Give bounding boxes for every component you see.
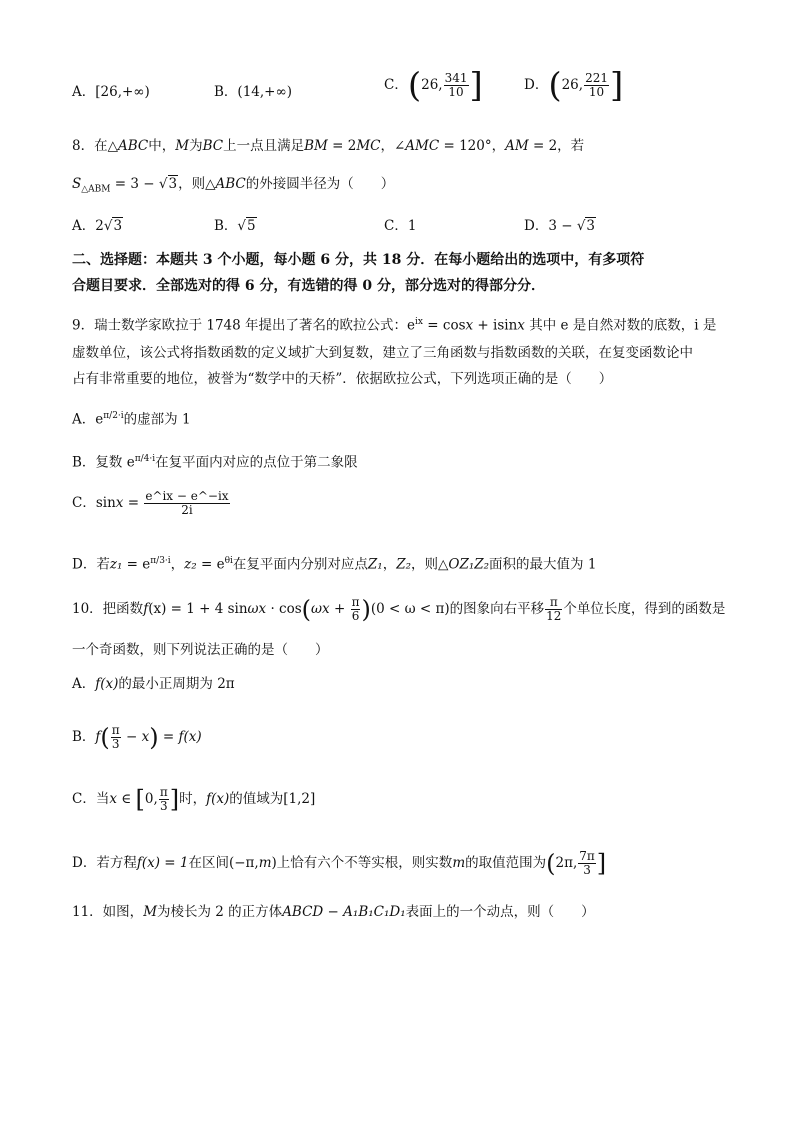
q10-option-b: B．f( $\frac{\pi}{3}$ − x) = f(x) xyxy=(72,723,202,752)
q7-option-c: C．(26, $\frac{341}{10}$ ] xyxy=(384,65,483,106)
q8-option-b: B．√5 xyxy=(214,218,256,234)
q9-option-c: C．sinx = $\frac{e\^{}ix - e\^{}-ix}{2i}$ xyxy=(72,489,229,517)
q8-option-c: C．1 xyxy=(384,218,417,234)
q9-option-a: A．$e^{\pi/2\cdot i}$的虚部为 1 xyxy=(72,411,191,428)
q11-stem: 11．如图，M为棱长为 2 的正方体ABCD − A₁B₁C₁D₁表面上的一个动点，则（ ） xyxy=(72,904,595,920)
q8-stem-line2: $S_{\triangle ABM} = 3 - √3$，则△ABC的外接圆半径为（ ） xyxy=(72,176,395,195)
q8-option-a: A．2√3 xyxy=(72,218,123,234)
q9-option-b: B．复数 $e^{\pi/4\cdot i}$在复平面内对应的点位于第二象限 xyxy=(72,454,358,471)
q8-option-d: D．3 − √3 xyxy=(524,218,596,234)
q9-stem-line2: 虚数单位，该公式将指数函数的定义域扩大到复数，建立了三角函数与指数函数的关联，在复变函数论中 xyxy=(72,345,693,361)
section2-heading-line1: 二、选择题：本题共 3 个小题，每小题 6 分，共 18 分．在每小题给出的选项中，有多项符 xyxy=(72,252,645,268)
q10-stem-line2: 一个奇函数，则下列说法正确的是（ ） xyxy=(72,642,329,658)
q8-stem-line1: 8．在△ABC中，M为BC上一点且满足BM = 2MC，∠AMC = 120°，AM = 2，若 xyxy=(72,138,585,154)
q7-option-a: A．[26,+∞) xyxy=(72,84,150,100)
vector-mc: MC xyxy=(356,138,381,154)
vector-bm: BM xyxy=(304,138,328,154)
q7-option-b: B．(14,+∞) xyxy=(214,84,292,100)
q9-option-d: D．若$z_1 = e^{\pi/3\cdot i}$，$z_2 = e^{\theta i}$在复平面内分别对应点Z₁，Z₂，则△OZ₁Z₂面积的最大值为 1 xyxy=(72,556,597,573)
q10-option-a: A．f(x)的最小正周期为 2π xyxy=(72,676,235,692)
section2-heading-line2: 合题目要求．全部选对的得 6 分，有选错的得 0 分，部分选对的得部分分． xyxy=(72,278,545,294)
q9-stem-line3: 占有非常重要的地位，被誉为“数学中的天桥”．依据欧拉公式，下列选项正确的是（ ） xyxy=(72,371,613,387)
q10-stem-line1: 10．把函数f(x) = 1 + 4 sinωx · cos(ωx + $\frac{\pi}{6}$ )(0 < ω < π)的图象向右平移 $\frac{\pi}{12}$ 个单位长度，得到的函数是 xyxy=(72,595,726,624)
q7-option-d: D．(26, $\frac{221}{10}$ ] xyxy=(524,65,624,106)
q10-option-c: C．当x ∈ [0, $\frac{\pi}{3}$ ]时，f(x)的值域为[1,2] xyxy=(72,785,316,814)
q9-stem-line1: 9．瑞士数学家欧拉于 1748 年提出了著名的欧拉公式：$e^{ix} = \cos x + isinx$ 其中 e 是自然对数的底数，i 是 xyxy=(72,317,717,334)
q10-option-d: D．若方程f(x) = 1在区间(−π,m)上恰有六个不等实根，则实数m的取值范围为(2π, $\frac{7\pi}{3}$ ] xyxy=(72,849,607,878)
